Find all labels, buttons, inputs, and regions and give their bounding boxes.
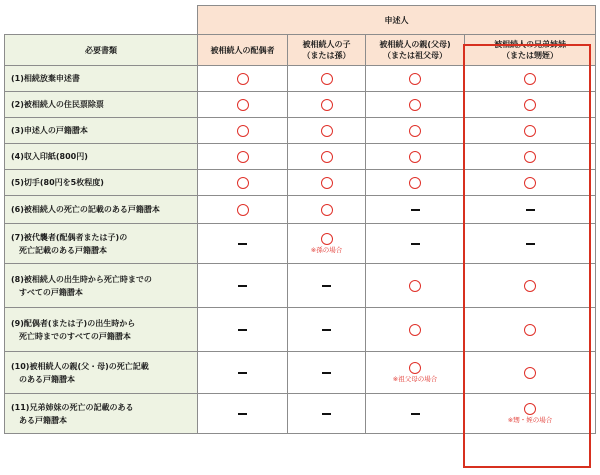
table-body xyxy=(5,66,596,434)
requirement-mark-wrap xyxy=(288,151,365,163)
column-header-line1: 被相続人の親(父母) xyxy=(379,40,451,49)
required-circle-icon xyxy=(237,151,249,163)
requirement-cell xyxy=(366,394,465,434)
requirement-mark-wrap xyxy=(366,151,464,163)
column-header-sibling xyxy=(465,35,596,66)
document-name-cell xyxy=(5,308,198,352)
requirement-mark-wrap xyxy=(366,324,464,336)
table-row xyxy=(5,352,596,394)
requirement-mark-wrap xyxy=(288,413,365,415)
document-name-cell xyxy=(5,92,198,118)
requirement-mark-wrap xyxy=(198,413,287,415)
requirement-cell xyxy=(288,170,366,196)
not-required-dash-icon xyxy=(411,209,420,211)
table-row xyxy=(5,170,596,196)
required-circle-icon xyxy=(237,99,249,111)
condition-note: ※甥・姪の場合 xyxy=(507,416,553,424)
required-circle-icon xyxy=(321,177,333,189)
not-required-dash-icon xyxy=(411,413,420,415)
required-circle-icon xyxy=(524,280,536,292)
requirement-mark-wrap xyxy=(465,177,595,189)
required-circle-icon xyxy=(409,324,421,336)
document-name-line1: (1)相続放棄申述書 xyxy=(11,74,80,83)
table-row xyxy=(5,144,596,170)
table-row xyxy=(5,66,596,92)
required-circle-icon xyxy=(237,73,249,85)
table-row xyxy=(5,264,596,308)
applicant-group-header: 申述人 xyxy=(198,6,596,35)
requirement-cell xyxy=(198,144,288,170)
requirement-mark-wrap xyxy=(288,372,365,374)
column-header-line1: 被相続人の配偶者 xyxy=(210,45,275,55)
requirement-mark-wrap xyxy=(288,329,365,331)
requirement-cell xyxy=(198,352,288,394)
required-circle-icon xyxy=(409,362,421,374)
document-name-cell xyxy=(5,66,198,92)
requirement-mark-wrap xyxy=(366,209,464,211)
document-name-line1: (3)申述人の戸籍謄本 xyxy=(11,126,88,135)
required-circle-icon xyxy=(524,99,536,111)
not-required-dash-icon xyxy=(411,243,420,245)
requirement-mark-wrap xyxy=(198,177,287,189)
not-required-dash-icon xyxy=(238,372,247,374)
requirement-mark-wrap xyxy=(288,285,365,287)
requirement-mark-wrap xyxy=(366,243,464,245)
column-header-line2: （または祖父母） xyxy=(383,51,447,60)
required-circle-icon xyxy=(321,151,333,163)
required-circle-icon xyxy=(409,151,421,163)
required-circle-icon xyxy=(524,73,536,85)
required-circle-icon xyxy=(524,177,536,189)
required-circle-icon xyxy=(524,367,536,379)
requirement-mark-wrap xyxy=(366,73,464,85)
requirement-mark-wrap xyxy=(288,73,365,85)
required-circle-icon xyxy=(237,177,249,189)
document-name-line1: (2)被相続人の住民票除票 xyxy=(11,100,104,109)
document-name-line2: のある戸籍謄本 xyxy=(11,374,75,384)
requirement-cell xyxy=(366,118,465,144)
not-required-dash-icon xyxy=(238,285,247,287)
table-row xyxy=(5,118,596,144)
column-header-spouse xyxy=(198,35,288,66)
requirement-mark-wrap xyxy=(198,372,287,374)
requirement-mark-wrap xyxy=(198,285,287,287)
not-required-dash-icon xyxy=(238,413,247,415)
requirement-mark-wrap xyxy=(465,367,595,379)
table-row xyxy=(5,92,596,118)
not-required-dash-icon xyxy=(322,285,331,287)
requirement-cell xyxy=(366,308,465,352)
requirement-cell xyxy=(366,92,465,118)
document-name-line1: (7)被代襲者(配偶者または子)の xyxy=(11,232,128,242)
requirement-mark-wrap xyxy=(465,73,595,85)
requirement-cell xyxy=(288,308,366,352)
requirement-cell xyxy=(366,66,465,92)
required-circle-icon xyxy=(321,204,333,216)
document-name-line2: すべての戸籍謄本 xyxy=(11,287,83,297)
condition-note: ※孫の場合 xyxy=(310,246,343,254)
requirement-cell xyxy=(366,170,465,196)
required-circle-icon xyxy=(524,151,536,163)
requirement-cell xyxy=(198,394,288,434)
requirement-cell xyxy=(288,196,366,224)
required-circle-icon xyxy=(409,177,421,189)
not-required-dash-icon xyxy=(322,372,331,374)
requirement-cell xyxy=(288,224,366,264)
requirement-mark-wrap xyxy=(465,99,595,111)
document-name-cell xyxy=(5,196,198,224)
not-required-dash-icon xyxy=(238,329,247,331)
requirement-cell xyxy=(198,66,288,92)
required-documents-header: 必要書類 xyxy=(5,35,198,66)
required-circle-icon xyxy=(524,125,536,137)
document-name-cell xyxy=(5,170,198,196)
requirement-cell xyxy=(465,224,596,264)
requirement-cell xyxy=(465,66,596,92)
document-name-cell xyxy=(5,394,198,434)
table-corner xyxy=(5,6,198,35)
requirement-mark-wrap xyxy=(288,99,365,111)
required-circle-icon xyxy=(409,125,421,137)
required-circle-icon xyxy=(524,403,536,415)
table-row xyxy=(5,308,596,352)
required-circle-icon xyxy=(321,99,333,111)
requirement-mark-wrap xyxy=(465,125,595,137)
requirement-cell xyxy=(465,118,596,144)
required-circle-icon xyxy=(321,233,333,245)
document-name-line1: (8)被相続人の出生時から死亡時までの xyxy=(11,274,152,284)
required-circle-icon xyxy=(409,73,421,85)
document-name-line1: (9)配偶者(または子)の出生時から xyxy=(11,318,136,328)
requirement-cell xyxy=(288,144,366,170)
requirement-mark-wrap xyxy=(366,413,464,415)
requirement-mark-wrap xyxy=(198,243,287,245)
requirement-cell xyxy=(198,170,288,196)
requirement-mark-wrap xyxy=(198,204,287,216)
condition-note: ※祖父母の場合 xyxy=(392,375,438,383)
column-header-line2: （または甥姪） xyxy=(502,51,558,60)
document-name-line1: (10)被相続人の親(父・母)の死亡記載 xyxy=(11,361,149,371)
requirement-cell xyxy=(288,352,366,394)
document-name-cell xyxy=(5,144,198,170)
requirement-mark-wrap xyxy=(198,99,287,111)
not-required-dash-icon xyxy=(526,243,535,245)
not-required-dash-icon xyxy=(322,329,331,331)
requirement-cell xyxy=(465,308,596,352)
requirement-cell xyxy=(366,264,465,308)
requirement-cell xyxy=(198,308,288,352)
column-header-line1: 被相続人の子 xyxy=(302,40,351,49)
requirement-cell xyxy=(288,394,366,434)
requirement-cell xyxy=(198,264,288,308)
document-name-cell xyxy=(5,118,198,144)
required-circle-icon xyxy=(321,73,333,85)
document-name-cell xyxy=(5,352,198,394)
requirement-mark-wrap xyxy=(366,177,464,189)
document-name-cell xyxy=(5,224,198,264)
requirement-cell xyxy=(288,118,366,144)
requirement-mark-wrap xyxy=(198,125,287,137)
requirement-mark-wrap xyxy=(366,362,464,383)
requirement-mark-wrap xyxy=(198,151,287,163)
requirement-cell xyxy=(198,224,288,264)
document-name-line1: (11)兄弟姉妹の死亡の記載のある xyxy=(11,402,134,412)
requirement-cell xyxy=(366,144,465,170)
document-name-line2: 死亡記載のある戸籍謄本 xyxy=(11,245,107,255)
required-circle-icon xyxy=(524,324,536,336)
requirement-mark-wrap xyxy=(465,209,595,211)
requirement-cell xyxy=(465,92,596,118)
requirement-cell xyxy=(288,66,366,92)
required-circle-icon xyxy=(321,125,333,137)
requirement-cell xyxy=(465,170,596,196)
document-name-line1: (5)切手(80円を5枚程度) xyxy=(11,178,104,187)
requirement-mark-wrap xyxy=(366,125,464,137)
requirement-mark-wrap xyxy=(465,280,595,292)
not-required-dash-icon xyxy=(526,209,535,211)
required-circle-icon xyxy=(409,280,421,292)
requirement-cell xyxy=(465,394,596,434)
requirement-cell xyxy=(366,224,465,264)
document-name-line2: ある戸籍謄本 xyxy=(11,415,67,425)
column-header-line2: （または孫） xyxy=(302,51,351,60)
requirement-cell xyxy=(288,264,366,308)
requirement-mark-wrap xyxy=(465,243,595,245)
document-name-line1: (6)被相続人の死亡の記載のある戸籍謄本 xyxy=(11,205,160,214)
table-row xyxy=(5,196,596,224)
requirement-mark-wrap xyxy=(366,99,464,111)
requirement-mark-wrap xyxy=(198,73,287,85)
required-documents-table-wrapper xyxy=(4,5,596,434)
requirement-cell xyxy=(465,352,596,394)
requirement-cell xyxy=(366,352,465,394)
requirement-cell xyxy=(465,264,596,308)
required-circle-icon xyxy=(237,204,249,216)
not-required-dash-icon xyxy=(322,413,331,415)
requirement-cell xyxy=(198,118,288,144)
requirement-mark-wrap xyxy=(465,324,595,336)
required-documents-table xyxy=(4,5,596,434)
requirement-mark-wrap xyxy=(288,204,365,216)
requirement-cell xyxy=(198,92,288,118)
requirement-mark-wrap xyxy=(198,329,287,331)
table-row xyxy=(5,394,596,434)
column-header-parent xyxy=(366,35,465,66)
table-row xyxy=(5,224,596,264)
requirement-mark-wrap xyxy=(288,125,365,137)
requirement-mark-wrap xyxy=(288,177,365,189)
requirement-mark-wrap xyxy=(465,403,595,424)
document-name-line2: 死亡時までのすべての戸籍謄本 xyxy=(11,331,131,341)
requirement-cell xyxy=(288,92,366,118)
requirement-mark-wrap xyxy=(465,151,595,163)
document-name-cell xyxy=(5,264,198,308)
requirement-mark-wrap xyxy=(366,280,464,292)
required-circle-icon xyxy=(409,99,421,111)
document-name-line1: (4)収入印紙(800円) xyxy=(11,152,88,161)
column-header-child xyxy=(288,35,366,66)
requirement-cell xyxy=(366,196,465,224)
requirement-cell xyxy=(198,196,288,224)
not-required-dash-icon xyxy=(238,243,247,245)
requirement-cell xyxy=(465,144,596,170)
requirement-cell xyxy=(465,196,596,224)
requirement-mark-wrap xyxy=(288,233,365,254)
required-circle-icon xyxy=(237,125,249,137)
column-header-line1: 被相続人の兄弟姉妹 xyxy=(494,40,566,49)
